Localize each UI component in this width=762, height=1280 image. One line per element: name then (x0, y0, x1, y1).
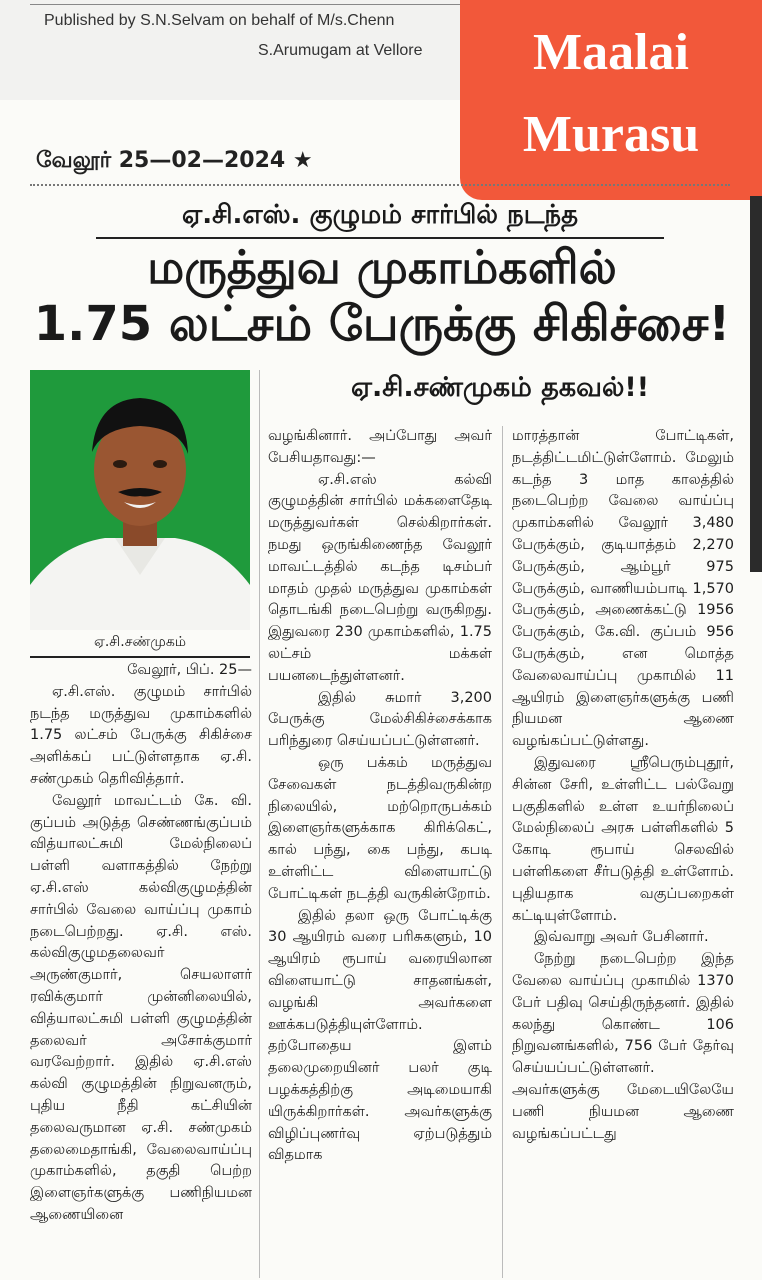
paragraph: வேலூர் மாவட்டம் கே. வி. குப்பம் அடுத்த செண்ணங்குப்பம் வித்யாலட்சுமி மேல்நிலைப் பள்ளி வளாகத்தில் நேற்று ஏ.சி.எஸ் கல்விகுழுமத்தின் சார்பில் வேலை வாய்ப்பு முகாம் நடைபெற்றது. ஏ.சி. எஸ். கல்விகுழுமதலைவர் அருண்குமார், செயலாளர் ரவிக்குமார் முன்னிலையில், வித்யாலட்சுமி பள்ளி குழுமத்தின் தலைவர் அசோக்குமார் வரவேற்றார். இதில் ஏ.சி.எஸ் கல்வி குழுமத்தின் நிறுவனரும், புதிய நீதி கட்சியின் தலைவருமான ஏ.சி. சண்முகம் தலைமைதாங்கி, வேலைவாய்ப்பு முகாம்களில், தகுதி பெற்ற இளைஞர்களுக்கு பணிநியமன ஆணையினை (30, 792, 252, 1223)
logo-line-1: Maalai (533, 24, 689, 81)
adjacent-article-photo-edge (750, 196, 762, 572)
paragraph: ஏ.சி.எஸ் கல்வி குழுமத்தின் சார்பில் மக்களைதேடி மருத்துவர்கள் செல்கிறார்கள். நமது ஒருங்கிணைந்த வேலூர் மாவட்டத்தில் கடந்த டிசம்பர் மாதம் முதல் மருத்துவ முகாம்கள் தொடங்கி நடைபெற்று வருகிறது. இதுவரை 230 முகாம்களில், 1.75 லட்சம் மக்கள் பயனடைந்துள்ளனர். (268, 471, 492, 684)
paragraph: இதுவரை ஸ்ரீபெரும்புதூர், சின்ன சேரி, உள்ளிட்ட பல்வேறு பகுதிகளில் உள்ள உயர்நிலைப் மேல்நிலைப் அரசு பள்ளிகளில் 5 கோடி ரூபாய் செலவில் பள்ளிகளை சீர்படுத்தி உள்ளோம். புதியதாக வகுப்பறைகள் கட்டியுள்ளோம். (512, 754, 734, 924)
column-divider (259, 370, 260, 1278)
kicker-headline: ஏ.சி.எஸ். குழுமம் சார்பில் நடந்த (181, 200, 579, 230)
paragraph: நேற்று நடைபெற்ற இந்த வேலை வாய்ப்பு முகாமில் 1370 பேர் பதிவு செய்திருந்தனர். இதில் கலந்து கொண்ட 106 நிறுவனங்களில், 756 பேர் தேர்வு செய்யப்பட்டுள்ளனர். அவர்களுக்கு மேடையிலேயே பணி நியமன ஆணை வழங்கப்பட்டது (512, 951, 734, 1142)
dotted-divider (30, 184, 730, 186)
portrait-illustration (30, 370, 250, 630)
publisher-line-1: Published by S.N.Selvam on behalf of M/s.Chenn (44, 12, 395, 29)
headline-line-1: மருத்துவ முகாம்களில் (147, 240, 617, 294)
kicker-underline (96, 237, 664, 239)
article-column-2 (268, 426, 492, 1167)
maalai-murasu-logo (460, 0, 762, 200)
portrait-photo (30, 370, 250, 630)
dateline: வேலூர் 25—02—2024 ★ (36, 148, 313, 173)
article-column-1 (30, 660, 252, 1227)
subheadline: ஏ.சி.சண்முகம் தகவல்!! (350, 372, 650, 403)
paragraph: மாரத்தான் போட்டிகள், நடத்திட்டமிட்டுள்ளோம். மேலும் கடந்த 3 மாத காலத்தில் நடைபெற்ற வேலை வாய்ப்பு முகாம்களில் வேலூர் 3,480 பேருக்கும், குடியாத்தம் 2,270 பேருக்கும், ஆம்பூர் 975 பேருக்கும், வாணியம்பாடி 1,570 பேருக்கும், அணைக்கட்டு 1956 பேருக்கும், கே.வி. குப்பம் 956 பேருக்கும், என மொத்த வேலைவாய்ப்பு முகாமில் 11 ஆயிரம் இளைஞர்களுக்கு பணி நியமன ஆணை வழங்கப்பட்டுள்ளது. (512, 428, 734, 750)
paragraph: வழங்கினார். அப்போது அவர் பேசியதாவது:— (268, 428, 492, 466)
paragraph: இதில் தலா ஒரு போட்டிக்கு 30 ஆயிரம் வரை பரிசுகளும், 10 ஆயிரம் ரூபாய் வரையிலான விளையாட்டு சாதனங்கள், வழங்கி அவர்களை ஊக்கபடுத்தியுள்ளோம். தற்போதைய இளம் தலைமுறையினர் பலர் குடி பழக்கத்திற்கு அடிமையாகி யிருக்கிறார்கள். அவர்களுக்கு விழிப்புணர்வு ஏற்படுத்தும் விதமாக (268, 907, 492, 1164)
photo-caption: ஏ.சி.சண்முகம் (93, 634, 187, 650)
paragraph: இதில் சுமார் 3,200 பேருக்கு மேல்சிகிச்சைக்காக பரிந்துரை செய்யப்பட்டுள்ளனர். (268, 689, 492, 750)
logo-line-2: Murasu (522, 106, 700, 163)
paragraph: இவ்வாறு அவர் பேசினார். (534, 929, 709, 946)
paragraph: ஒரு பக்கம் மருத்துவ சேவைகள் நடத்திவருகின்ற நிலையில், மற்றொருபக்கம் இளைஞர்களுக்காக கிரிக்கெட், கால் பந்து, கை பந்து, கபடி உள்ளிட்ட விளையாட்டு போட்டிகள் நடத்தி வருகின்றோம். (268, 754, 492, 902)
dateline-paragraph: வேலூர், பிப். 25— (127, 662, 252, 678)
headline-line-2: 1.75 லட்சம் பேருக்கு சிகிச்சை! (33, 296, 731, 352)
publisher-line-2: S.Arumugam at Vellore (258, 42, 423, 59)
article-column-3 (512, 426, 734, 1145)
caption-rule (30, 656, 250, 658)
paragraph: ஏ.சி.எஸ். குழுமம் சார்பில் நடந்த மருத்துவ முகாம்களில் 1.75 லட்சம் பேருக்கு சிகிச்சை அளிக்கப் பட்டுள்ளதாக ஏ.சி. சண்முகம் தெரிவித்தார். (30, 683, 252, 787)
column-divider (502, 426, 503, 1278)
